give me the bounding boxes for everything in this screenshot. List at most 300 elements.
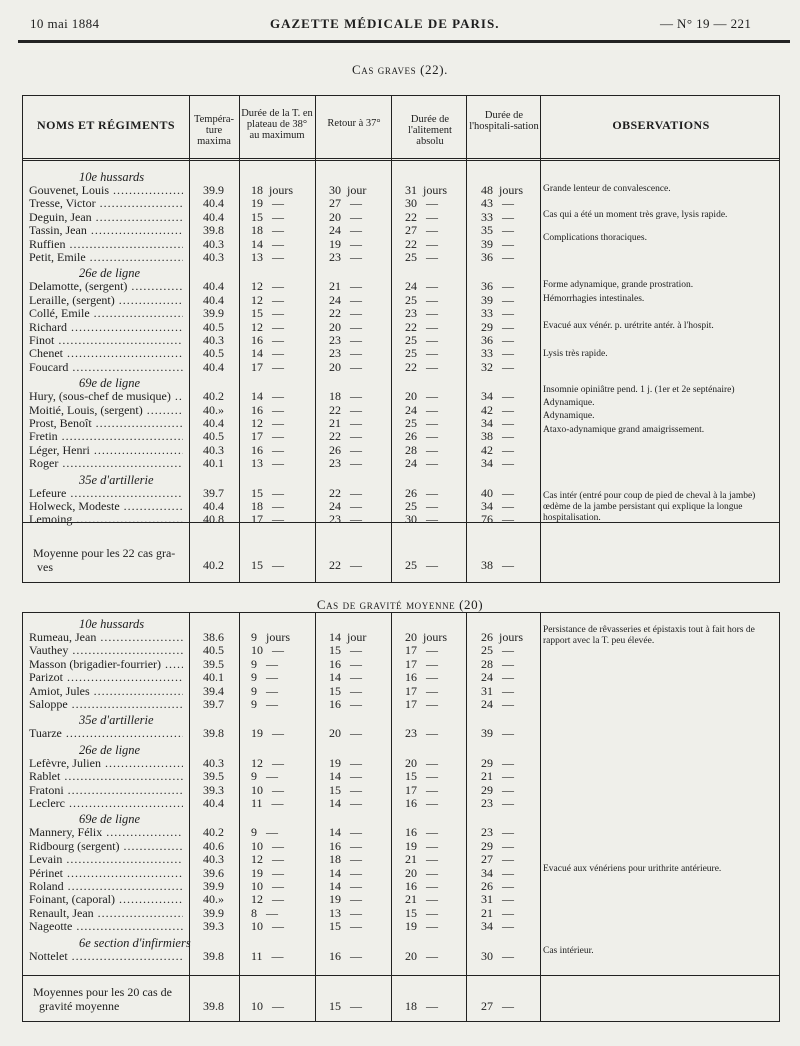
plateau-cell: 9 — [251, 683, 278, 698]
temperature-cell: 40.5 [203, 643, 224, 658]
table-row [23, 840, 781, 853]
plateau-cell: 13 — [251, 250, 284, 264]
retour-cell: 15 — [329, 683, 362, 698]
temperature-cell: 39.9 [203, 183, 224, 197]
observation-note: Evacué aux vénér. p. urétrite antér. à l'hospit. [543, 321, 714, 331]
temperature-cell: 39.7 [203, 697, 224, 711]
observation-note: Adynamique. [543, 411, 595, 421]
plateau-cell: 9 — [251, 769, 278, 784]
col-header-temperature: Tempéra-ture maxima [193, 114, 235, 147]
alitement-cell: 20 — [405, 389, 438, 404]
temperature-cell: 40.4 [203, 796, 224, 810]
severe-mean-hospitalisation: 38 — [481, 558, 514, 572]
patient-name: Roland ..... [29, 880, 183, 893]
hospitalisation-cell: 31 — [481, 683, 514, 698]
plateau-cell: 19 — [251, 726, 284, 741]
severe-mean-label-cont: ves [37, 560, 53, 574]
observation-note: Grande lenteur de convalescence. [543, 184, 671, 194]
plateau-cell: 9 — [251, 697, 278, 711]
plateau-cell: 17 — [251, 512, 284, 527]
regiment-group-label: 10e hussards [79, 617, 145, 631]
table-row [23, 907, 781, 920]
hospitalisation-cell: 39 — [481, 292, 514, 307]
observation-note: Complications thoraciques. [543, 233, 647, 243]
temperature-cell: 38.6 [203, 630, 224, 644]
header-rule [23, 158, 779, 161]
temperature-cell: 40.3 [203, 442, 224, 457]
hospitalisation-cell: 29 — [481, 319, 514, 334]
patient-name: Holweck, Modeste ..... [29, 500, 183, 513]
patient-name: Fratoni ..... [29, 784, 183, 797]
temperature-cell: 40.4 [203, 196, 224, 211]
table-row [23, 361, 781, 374]
temperature-cell: 39.3 [203, 919, 224, 934]
regiment-group-label: 26e de ligne [79, 742, 141, 757]
patient-name: Finot ..... [29, 334, 183, 347]
severe-mean-label: Moyenne pour les 22 cas gra- [33, 546, 176, 560]
alitement-cell: 27 — [405, 223, 438, 238]
hospitalisation-cell: 27 — [481, 852, 514, 867]
temperature-cell: 40.4 [203, 292, 224, 307]
plateau-cell: 10 — [251, 919, 284, 934]
col-header-alitement: Durée de l'alitement absolu [408, 114, 452, 147]
hospitalisation-cell: 32 — [481, 359, 514, 374]
temperature-cell: 39.6 [203, 865, 224, 880]
patient-name: Saloppe ..... [29, 698, 183, 711]
alitement-cell: 22 — [405, 359, 438, 374]
patient-name: Foinant, (caporal) ..... [29, 893, 183, 906]
hospitalisation-cell: 29 — [481, 782, 514, 797]
alitement-cell: 19 — [405, 838, 438, 853]
temperature-cell: 40.4 [203, 279, 224, 294]
alitement-cell: 16 — [405, 825, 438, 840]
temperature-cell: 40.8 [203, 512, 224, 527]
temperature-cell: 40.» [203, 892, 224, 907]
alitement-cell: 28 — [405, 442, 438, 457]
retour-cell: 23 — [329, 512, 362, 527]
patient-name: Fretin ..... [29, 430, 183, 443]
patient-name: Leraille, (sergent) ..... [29, 294, 183, 307]
table-row [23, 671, 781, 684]
alitement-cell: 25 — [405, 499, 438, 513]
temperature-cell: 40.5 [203, 319, 224, 334]
alitement-cell: 17 — [405, 697, 438, 711]
plateau-cell: 16 — [251, 333, 284, 347]
alitement-cell: 26 — [405, 485, 438, 500]
plateau-cell: 12 — [251, 292, 284, 307]
table-row [23, 727, 781, 740]
patient-name: Tresse, Victor ..... [29, 197, 183, 210]
table-row [23, 893, 781, 906]
alitement-cell: 15 — [405, 769, 438, 784]
retour-cell: 20 — [329, 209, 362, 224]
patient-name: Levain ..... [29, 853, 183, 866]
plateau-cell: 15 — [251, 209, 284, 224]
observation-note: Adynamique. [543, 398, 595, 408]
alitement-cell: 25 — [405, 292, 438, 307]
severe-mean-alitement: 25 — [405, 558, 438, 572]
retour-cell: 22 — [329, 306, 362, 321]
retour-cell: 24 — [329, 223, 362, 238]
retour-cell: 14 jour [329, 630, 367, 644]
plateau-cell: 12 — [251, 892, 284, 907]
alitement-cell: 24 — [405, 279, 438, 294]
retour-cell: 13 — [329, 905, 362, 920]
retour-cell: 24 — [329, 292, 362, 307]
observation-note: Hémorrhagies intestinales. [543, 294, 645, 304]
table-row [23, 784, 781, 797]
temperature-cell: 39.9 [203, 306, 224, 321]
observation-note: Insomnie opiniâtre pend. 1 j. (1er et 2e septénaire) [543, 385, 735, 395]
plateau-cell: 11 — [251, 948, 284, 963]
hospitalisation-cell: 21 — [481, 769, 514, 784]
table-row [23, 307, 781, 320]
alitement-cell: 16 — [405, 879, 438, 893]
alitement-cell: 16 — [405, 670, 438, 685]
moderate-mean-temp: 39.8 [203, 999, 224, 1013]
temperature-cell: 39.4 [203, 683, 224, 698]
col-header-hospitalisation: Durée de l'hospitali-sation [469, 110, 539, 132]
retour-cell: 15 — [329, 782, 362, 797]
alitement-cell: 17 — [405, 656, 438, 671]
patient-name: Moitié, Louis, (sergent) ..... [29, 404, 183, 417]
hospitalisation-cell: 39 — [481, 726, 514, 741]
journal-title: GAZETTE MÉDICALE DE PARIS. [270, 16, 500, 31]
retour-cell: 19 — [329, 892, 362, 907]
patient-name: Roger ..... [29, 457, 183, 470]
plateau-cell: 12 — [251, 852, 284, 867]
regiment-group-label: 26e de ligne [79, 266, 141, 281]
severe-mean-temp: 40.2 [203, 558, 224, 572]
patient-name: Amiot, Jules ..... [29, 685, 183, 698]
retour-cell: 21 — [329, 279, 362, 294]
hospitalisation-cell: 36 — [481, 250, 514, 264]
temperature-cell: 40.4 [203, 209, 224, 224]
patient-name: Tuarze ..... [29, 727, 183, 740]
page-number: — N° 19 — 221 [660, 16, 752, 31]
moderate-mean-label-cont: gravité moyenne [39, 999, 120, 1013]
col-header-names: NOMS ET RÉGIMENTS [37, 118, 175, 132]
patient-name: Ruffien ..... [29, 238, 183, 251]
temperature-cell: 39.8 [203, 948, 224, 963]
temperature-cell: 40.5 [203, 346, 224, 361]
running-head [0, 16, 800, 36]
plateau-cell: 12 — [251, 755, 284, 770]
alitement-cell: 21 — [405, 852, 438, 867]
hospitalisation-cell: 43 — [481, 196, 514, 211]
hospitalisation-cell: 29 — [481, 755, 514, 770]
temperature-cell: 40.6 [203, 838, 224, 853]
observation-note: Cas intérieur. [543, 946, 594, 956]
plateau-cell: 9 — [251, 656, 278, 671]
temperature-cell: 40.» [203, 402, 224, 417]
retour-cell: 20 — [329, 319, 362, 334]
plateau-cell: 12 — [251, 279, 284, 294]
alitement-cell: 15 — [405, 905, 438, 920]
patient-name: Ridbourg (sergent) ..... [29, 840, 183, 853]
temperature-cell: 40.4 [203, 499, 224, 513]
severe-mean-retour: 22 — [329, 558, 362, 572]
alitement-cell: 21 — [405, 892, 438, 907]
alitement-cell: 25 — [405, 250, 438, 264]
moderate-mean-hospitalisation: 27 — [481, 999, 514, 1013]
col-header-plateau: Durée de la T. en plateau de 38° au maximum [241, 108, 313, 141]
retour-cell: 23 — [329, 333, 362, 347]
patient-name: Masson (brigadier-fourrier) ..... [29, 658, 183, 671]
regiment-group-label: 69e de ligne [79, 812, 141, 827]
table-row [23, 457, 781, 470]
alitement-cell: 20 jours [405, 630, 447, 644]
temperature-cell: 39.9 [203, 879, 224, 893]
plateau-cell: 19 — [251, 865, 284, 880]
hospitalisation-cell: 21 — [481, 905, 514, 920]
hospitalisation-cell: 26 jours [481, 630, 523, 644]
plateau-cell: 18 jours [251, 183, 293, 197]
retour-cell: 30 jour [329, 183, 367, 197]
patient-name: Rumeau, Jean ..... [29, 631, 183, 644]
hospitalisation-cell: 30 — [481, 948, 514, 963]
plateau-cell: 19 — [251, 196, 284, 211]
alitement-cell: 30 — [405, 512, 438, 527]
alitement-cell: 17 — [405, 643, 438, 658]
retour-cell: 16 — [329, 656, 362, 671]
hospitalisation-cell: 38 — [481, 429, 514, 444]
plateau-cell: 17 — [251, 359, 284, 374]
retour-cell: 20 — [329, 359, 362, 374]
table-row [23, 698, 781, 711]
alitement-cell: 23 — [405, 306, 438, 321]
plateau-cell: 12 — [251, 319, 284, 334]
regiment-group-label: 69e de ligne [79, 376, 141, 391]
alitement-cell: 24 — [405, 402, 438, 417]
alitement-cell: 20 — [405, 948, 438, 963]
plateau-cell: 18 — [251, 499, 284, 513]
patient-name: Mannery, Félix ..... [29, 826, 183, 839]
hospitalisation-cell: 76 — [481, 512, 514, 527]
table-row [23, 920, 781, 933]
table-row [23, 197, 781, 210]
hospitalisation-cell: 24 — [481, 697, 514, 711]
retour-cell: 19 — [329, 236, 362, 251]
retour-cell: 24 — [329, 499, 362, 513]
patient-name: Nageotte ..... [29, 920, 183, 933]
plateau-cell: 10 — [251, 643, 284, 658]
plateau-cell: 9 jours [251, 630, 290, 644]
patient-name: Tassin, Jean ..... [29, 224, 183, 237]
table-row [23, 826, 781, 839]
plateau-cell: 12 — [251, 416, 284, 430]
moderate-mean-label: Moyennes pour les 20 cas de [33, 985, 172, 999]
observation-note: Lysis très rapide. [543, 349, 608, 359]
patient-name: Prost, Benoît ..... [29, 417, 183, 430]
retour-cell: 15 — [329, 643, 362, 658]
hospitalisation-cell: 26 — [481, 879, 514, 893]
retour-cell: 23 — [329, 250, 362, 264]
hospitalisation-cell: 33 — [481, 306, 514, 321]
temperature-cell: 39.8 [203, 223, 224, 238]
patient-name: Petit, Emile ..... [29, 251, 183, 264]
temperature-cell: 40.3 [203, 755, 224, 770]
hospitalisation-cell: 33 — [481, 346, 514, 361]
alitement-cell: 22 — [405, 209, 438, 224]
hospitalisation-cell: 29 — [481, 838, 514, 853]
plateau-cell: 14 — [251, 389, 284, 404]
plateau-cell: 13 — [251, 456, 284, 471]
hospitalisation-cell: 42 — [481, 442, 514, 457]
temperature-cell: 39.7 [203, 485, 224, 500]
retour-cell: 18 — [329, 852, 362, 867]
plateau-cell: 18 — [251, 223, 284, 238]
plateau-cell: 10 — [251, 838, 284, 853]
hospitalisation-cell: 28 — [481, 656, 514, 671]
temperature-cell: 39.5 [203, 769, 224, 784]
alitement-cell: 25 — [405, 416, 438, 430]
retour-cell: 14 — [329, 670, 362, 685]
alitement-cell: 19 — [405, 919, 438, 934]
plateau-cell: 9 — [251, 825, 278, 840]
patient-name: Renault, Jean ..... [29, 907, 183, 920]
moderate-cases-table [22, 612, 780, 1022]
retour-cell: 14 — [329, 825, 362, 840]
table-row [23, 251, 781, 264]
patient-name: Delamotte, (sergent) ..... [29, 280, 183, 293]
plateau-cell: 9 — [251, 670, 278, 685]
observation-note: Cas intér (entré pour coup de pied de cheval à la jambe) œdème de la jambe persistant qui explique la longue hospitalisation. [543, 491, 756, 523]
temperature-cell: 40.5 [203, 429, 224, 444]
temperature-cell: 40.3 [203, 250, 224, 264]
moderate-mean-plateau: 10 — [251, 999, 284, 1013]
retour-cell: 16 — [329, 697, 362, 711]
severe-section-title: Cas graves (22). [351, 62, 449, 77]
retour-cell: 22 — [329, 429, 362, 444]
hospitalisation-cell: 35 — [481, 223, 514, 238]
col-header-retour: Retour à 37° [327, 118, 381, 129]
plateau-cell: 14 — [251, 346, 284, 361]
retour-cell: 18 — [329, 389, 362, 404]
patient-name: Foucard ..... [29, 361, 183, 374]
alitement-cell: 20 — [405, 755, 438, 770]
regiment-group-label: 35e d'artillerie [79, 713, 154, 728]
patient-name: Rablet ..... [29, 770, 183, 783]
retour-cell: 23 — [329, 456, 362, 471]
retour-cell: 23 — [329, 346, 362, 361]
hospitalisation-cell: 24 — [481, 670, 514, 685]
observation-note: Ataxo-adynamique grand amaigrissement. [543, 425, 705, 435]
alitement-cell: 24 — [405, 456, 438, 471]
hospitalisation-cell: 34 — [481, 499, 514, 513]
observation-note: Persistance de rêvasseries et épistaxis tout à fait hors de rapport avec la T. peu élevée. [543, 625, 755, 646]
temperature-cell: 40.3 [203, 333, 224, 347]
plateau-cell: 16 — [251, 402, 284, 417]
alitement-cell: 20 — [405, 865, 438, 880]
hospitalisation-cell: 39 — [481, 236, 514, 251]
retour-cell: 20 — [329, 726, 362, 741]
retour-cell: 14 — [329, 879, 362, 893]
temperature-cell: 39.5 [203, 656, 224, 671]
observation-note: Cas qui a été un moment très grave, lysis rapide. [543, 210, 728, 220]
alitement-cell: 30 — [405, 196, 438, 211]
temperature-cell: 40.3 [203, 236, 224, 251]
hospitalisation-cell: 36 — [481, 333, 514, 347]
patient-name: Chenet ..... [29, 347, 183, 360]
patient-name: Parizot ..... [29, 671, 183, 684]
severe-mean-plateau: 15 — [251, 558, 284, 572]
temperature-cell: 40.1 [203, 456, 224, 471]
plateau-cell: 16 — [251, 442, 284, 457]
alitement-cell: 31 jours [405, 183, 447, 197]
regiment-group-label: 10e hussards [79, 170, 145, 184]
plateau-cell: 15 — [251, 306, 284, 321]
patient-name: Périnet ..... [29, 867, 183, 880]
header-rule [18, 40, 790, 43]
retour-cell: 14 — [329, 865, 362, 880]
hospitalisation-cell: 33 — [481, 209, 514, 224]
table-row [23, 685, 781, 698]
plateau-cell: 14 — [251, 236, 284, 251]
patient-name: Nottelet ..... [29, 950, 183, 963]
patient-name: Lefèvre, Julien ..... [29, 757, 183, 770]
retour-cell: 19 — [329, 755, 362, 770]
hospitalisation-cell: 36 — [481, 279, 514, 294]
plateau-cell: 17 — [251, 429, 284, 444]
page-date: 10 mai 1884 [30, 16, 100, 31]
moderate-mean-alitement: 18 — [405, 999, 438, 1013]
table-row [23, 880, 781, 893]
table-row [23, 334, 781, 347]
moderate-mean-retour: 15 — [329, 999, 362, 1013]
patient-name: Léger, Henri ..... [29, 444, 183, 457]
hospitalisation-cell: 48 jours [481, 183, 523, 197]
temperature-cell: 40.3 [203, 852, 224, 867]
alitement-cell: 25 — [405, 346, 438, 361]
table-row [23, 770, 781, 783]
hospitalisation-cell: 23 — [481, 796, 514, 810]
patient-name: Vauthey ..... [29, 644, 183, 657]
plateau-cell: 10 — [251, 879, 284, 893]
retour-cell: 22 — [329, 402, 362, 417]
observation-note: Evacué aux vénériens pour urithrite antérieure. [543, 864, 722, 874]
retour-cell: 14 — [329, 796, 362, 810]
moderate-section-title: Cas de gravité moyenne (20) [316, 597, 484, 612]
temperature-cell: 39.3 [203, 782, 224, 797]
patient-name: Richard ..... [29, 321, 183, 334]
alitement-cell: 17 — [405, 782, 438, 797]
alitement-cell: 22 — [405, 319, 438, 334]
plateau-cell: 8 — [251, 905, 278, 920]
mean-separator [23, 975, 779, 976]
patient-name: Collé, Emile ..... [29, 307, 183, 320]
table-row [23, 757, 781, 770]
col-header-observations: OBSERVATIONS [612, 118, 710, 132]
patient-name: Deguin, Jean ..... [29, 211, 183, 224]
temperature-cell: 39.9 [203, 905, 224, 920]
retour-cell: 16 — [329, 948, 362, 963]
hospitalisation-cell: 34 — [481, 389, 514, 404]
retour-cell: 27 — [329, 196, 362, 211]
hospitalisation-cell: 25 — [481, 643, 514, 658]
alitement-cell: 25 — [405, 333, 438, 347]
regiment-group-label: 6e section d'infirmiers [79, 935, 191, 950]
hospitalisation-cell: 34 — [481, 865, 514, 880]
hospitalisation-cell: 23 — [481, 825, 514, 840]
alitement-cell: 17 — [405, 683, 438, 698]
hospitalisation-cell: 31 — [481, 892, 514, 907]
hospitalisation-cell: 34 — [481, 416, 514, 430]
patient-name: Gouvenet, Louis ..... [29, 184, 183, 197]
plateau-cell: 11 — [251, 796, 284, 810]
retour-cell: 21 — [329, 416, 362, 430]
alitement-cell: 26 — [405, 429, 438, 444]
